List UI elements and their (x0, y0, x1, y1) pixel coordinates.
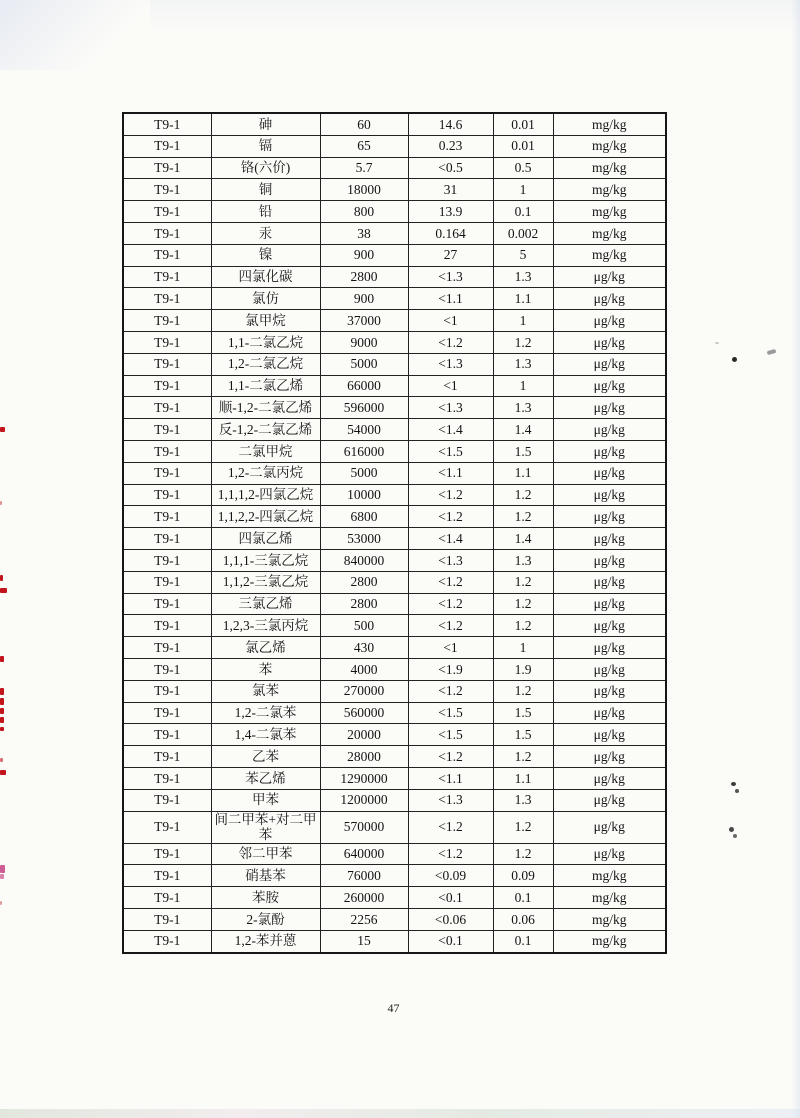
stamp-fragment (0, 708, 4, 714)
detection-limit-cell: 1.2 (493, 680, 553, 702)
screening-value-cell: 800 (320, 201, 408, 223)
unit-cell: mg/kg (553, 135, 666, 157)
sample-id-cell: T9-1 (123, 135, 211, 157)
sample-id-cell: T9-1 (123, 331, 211, 353)
sample-id-cell: T9-1 (123, 702, 211, 724)
sample-id-cell: T9-1 (123, 724, 211, 746)
sample-id-cell: T9-1 (123, 179, 211, 201)
analyte-cell: 1,2-二氯丙烷 (211, 462, 320, 484)
scan-speck (731, 782, 736, 786)
screening-value-cell: 2800 (320, 571, 408, 593)
analyte-cell: 1,1,2-三氯乙烷 (211, 571, 320, 593)
sample-id-cell: T9-1 (123, 865, 211, 887)
table-row (123, 353, 666, 375)
analyte-cell: 苯胺 (211, 887, 320, 909)
screening-value-cell: 15 (320, 930, 408, 952)
sample-id-cell: T9-1 (123, 746, 211, 768)
sample-id-cell: T9-1 (123, 637, 211, 659)
analyte-cell: 氯甲烷 (211, 310, 320, 332)
measured-value-cell: <1 (408, 310, 493, 332)
sample-id-cell: T9-1 (123, 887, 211, 909)
unit-cell: μg/kg (553, 615, 666, 637)
screening-value-cell: 4000 (320, 658, 408, 680)
analyte-cell: 1,2-苯并蒽 (211, 930, 320, 952)
screening-value-cell: 20000 (320, 724, 408, 746)
unit-cell: mg/kg (553, 113, 666, 135)
detection-limit-cell: 1.3 (493, 397, 553, 419)
stamp-fragment (0, 874, 4, 879)
measured-value-cell: 31 (408, 179, 493, 201)
unit-cell: μg/kg (553, 593, 666, 615)
scan-shadow-topleft (0, 0, 150, 70)
analyte-cell: 苯乙烯 (211, 767, 320, 789)
screening-value-cell: 640000 (320, 843, 408, 865)
table-row (123, 419, 666, 441)
detection-limit-cell: 0.01 (493, 135, 553, 157)
unit-cell: mg/kg (553, 201, 666, 223)
table-row (123, 908, 666, 930)
table-row (123, 680, 666, 702)
detection-limit-cell: 0.1 (493, 887, 553, 909)
table-row (123, 658, 666, 680)
table-row (123, 397, 666, 419)
detection-limit-cell: 1.2 (493, 571, 553, 593)
sample-id-cell: T9-1 (123, 375, 211, 397)
unit-cell: μg/kg (553, 767, 666, 789)
unit-cell: μg/kg (553, 310, 666, 332)
analyte-cell: 铅 (211, 201, 320, 223)
unit-cell: μg/kg (553, 680, 666, 702)
measured-value-cell: 0.164 (408, 222, 493, 244)
screening-value-cell: 18000 (320, 179, 408, 201)
sample-id-cell: T9-1 (123, 571, 211, 593)
detection-limit-cell: 1.4 (493, 528, 553, 550)
screening-value-cell: 76000 (320, 865, 408, 887)
measured-value-cell: <1.5 (408, 440, 493, 462)
measured-value-cell: <0.09 (408, 865, 493, 887)
measured-value-cell: <1.5 (408, 724, 493, 746)
measured-value-cell: <0.1 (408, 930, 493, 952)
screening-value-cell: 616000 (320, 440, 408, 462)
analyte-cell: 1,2-二氯苯 (211, 702, 320, 724)
unit-cell: μg/kg (553, 397, 666, 419)
stamp-fragment (0, 427, 5, 432)
unit-cell: μg/kg (553, 353, 666, 375)
table-row (123, 930, 666, 952)
analyte-cell: 1,1,1,2-四氯乙烷 (211, 484, 320, 506)
screening-value-cell: 430 (320, 637, 408, 659)
analyte-cell: 反-1,2-二氯乙烯 (211, 419, 320, 441)
detection-limit-cell: 1.3 (493, 789, 553, 811)
sample-id-cell: T9-1 (123, 484, 211, 506)
screening-value-cell: 2256 (320, 908, 408, 930)
screening-value-cell: 9000 (320, 331, 408, 353)
scan-shadow-top (150, 0, 800, 30)
table-row (123, 331, 666, 353)
analyte-cell: 硝基苯 (211, 865, 320, 887)
analyte-cell: 镍 (211, 244, 320, 266)
detection-limit-cell: 0.06 (493, 908, 553, 930)
stamp-fragment (0, 758, 3, 762)
screening-value-cell: 840000 (320, 549, 408, 571)
table-row (123, 843, 666, 865)
scan-speck (715, 342, 719, 344)
unit-cell: μg/kg (553, 571, 666, 593)
scan-shadow-right-edge (791, 0, 800, 1118)
sample-id-cell: T9-1 (123, 549, 211, 571)
scan-speck (767, 349, 777, 355)
detection-limit-cell: 1.5 (493, 702, 553, 724)
screening-value-cell: 900 (320, 288, 408, 310)
table-row (123, 201, 666, 223)
unit-cell: μg/kg (553, 331, 666, 353)
sample-id-cell: T9-1 (123, 419, 211, 441)
detection-limit-cell: 1 (493, 310, 553, 332)
analyte-cell: 顺-1,2-二氯乙烯 (211, 397, 320, 419)
screening-value-cell: 53000 (320, 528, 408, 550)
measured-value-cell: <1.1 (408, 462, 493, 484)
table-row (123, 571, 666, 593)
measured-value-cell: <1.2 (408, 506, 493, 528)
analyte-cell: 铬(六价) (211, 157, 320, 179)
table-row (123, 135, 666, 157)
stamp-fragment (0, 901, 2, 905)
unit-cell: μg/kg (553, 637, 666, 659)
table-row (123, 266, 666, 288)
screening-value-cell: 60 (320, 113, 408, 135)
unit-cell: μg/kg (553, 702, 666, 724)
unit-cell: μg/kg (553, 811, 666, 843)
screening-value-cell: 6800 (320, 506, 408, 528)
measured-value-cell: <1.2 (408, 484, 493, 506)
detection-limit-cell: 1.4 (493, 419, 553, 441)
scan-speck (732, 357, 737, 362)
analyte-cell: 间二甲苯+对二甲苯 (211, 811, 320, 843)
measured-value-cell: <1.2 (408, 843, 493, 865)
table-row (123, 440, 666, 462)
sample-id-cell: T9-1 (123, 266, 211, 288)
detection-limit-cell: 0.1 (493, 930, 553, 952)
stamp-fragment (0, 588, 7, 593)
measured-value-cell: <1.1 (408, 767, 493, 789)
detection-limit-cell: 1.1 (493, 288, 553, 310)
screening-value-cell: 5000 (320, 353, 408, 375)
analyte-cell: 三氯乙烯 (211, 593, 320, 615)
detection-limit-cell: 1.1 (493, 767, 553, 789)
analyte-cell: 四氯化碳 (211, 266, 320, 288)
sample-id-cell: T9-1 (123, 767, 211, 789)
analyte-cell: 汞 (211, 222, 320, 244)
unit-cell: mg/kg (553, 244, 666, 266)
screening-value-cell: 66000 (320, 375, 408, 397)
unit-cell: μg/kg (553, 484, 666, 506)
screening-value-cell: 1200000 (320, 789, 408, 811)
detection-limit-cell: 0.002 (493, 222, 553, 244)
measured-value-cell: <1 (408, 375, 493, 397)
screening-value-cell: 37000 (320, 310, 408, 332)
table-row (123, 222, 666, 244)
screening-value-cell: 260000 (320, 887, 408, 909)
sample-id-cell: T9-1 (123, 310, 211, 332)
table-row (123, 724, 666, 746)
detection-limit-cell: 1.9 (493, 658, 553, 680)
analyte-cell: 氯仿 (211, 288, 320, 310)
analyte-cell: 邻二甲苯 (211, 843, 320, 865)
sample-id-cell: T9-1 (123, 201, 211, 223)
table-row (123, 702, 666, 724)
measured-value-cell: 14.6 (408, 113, 493, 135)
measured-value-cell: <1.3 (408, 789, 493, 811)
scan-speck (729, 827, 734, 832)
sample-id-cell: T9-1 (123, 397, 211, 419)
measured-value-cell: <1.4 (408, 528, 493, 550)
screening-value-cell: 1290000 (320, 767, 408, 789)
detection-limit-cell: 1.3 (493, 353, 553, 375)
analyte-cell: 1,1-二氯乙烷 (211, 331, 320, 353)
measured-value-cell: <1.2 (408, 593, 493, 615)
sample-id-cell: T9-1 (123, 658, 211, 680)
sample-id-cell: T9-1 (123, 353, 211, 375)
sample-id-cell: T9-1 (123, 908, 211, 930)
measured-value-cell: <1.2 (408, 331, 493, 353)
unit-cell: μg/kg (553, 419, 666, 441)
sample-id-cell: T9-1 (123, 528, 211, 550)
detection-limit-cell: 1.2 (493, 506, 553, 528)
detection-limit-cell: 1.1 (493, 462, 553, 484)
unit-cell: μg/kg (553, 440, 666, 462)
table-row (123, 179, 666, 201)
sample-id-cell: T9-1 (123, 506, 211, 528)
detection-limit-cell: 1.2 (493, 811, 553, 843)
scan-speck (733, 834, 737, 838)
table-row (123, 811, 666, 843)
unit-cell: mg/kg (553, 887, 666, 909)
analyte-cell: 2-氯酚 (211, 908, 320, 930)
table-row (123, 462, 666, 484)
sample-id-cell: T9-1 (123, 593, 211, 615)
table-row (123, 288, 666, 310)
unit-cell: μg/kg (553, 266, 666, 288)
screening-value-cell: 570000 (320, 811, 408, 843)
screening-value-cell: 500 (320, 615, 408, 637)
detection-limit-cell: 1.2 (493, 331, 553, 353)
table-row (123, 375, 666, 397)
analyte-cell: 1,2-二氯乙烷 (211, 353, 320, 375)
screening-value-cell: 560000 (320, 702, 408, 724)
sample-id-cell: T9-1 (123, 113, 211, 135)
table-row (123, 865, 666, 887)
unit-cell: μg/kg (553, 549, 666, 571)
detection-limit-cell: 0.1 (493, 201, 553, 223)
stamp-fragment (0, 698, 4, 705)
unit-cell: μg/kg (553, 462, 666, 484)
unit-cell: mg/kg (553, 179, 666, 201)
sample-id-cell: T9-1 (123, 680, 211, 702)
detection-limit-cell: 0.09 (493, 865, 553, 887)
stamp-fragment (0, 575, 3, 581)
screening-value-cell: 596000 (320, 397, 408, 419)
stamp-fragment (0, 770, 6, 775)
detection-limit-cell: 1.5 (493, 440, 553, 462)
table-row (123, 310, 666, 332)
unit-cell: μg/kg (553, 843, 666, 865)
analyte-cell: 1,1-二氯乙烯 (211, 375, 320, 397)
table-row (123, 549, 666, 571)
stamp-fragment (0, 501, 2, 505)
measured-value-cell: <1.9 (408, 658, 493, 680)
detection-limit-cell: 1.2 (493, 593, 553, 615)
unit-cell: mg/kg (553, 222, 666, 244)
detection-limit-cell: 1.5 (493, 724, 553, 746)
table-row (123, 593, 666, 615)
measured-value-cell: <0.1 (408, 887, 493, 909)
screening-value-cell: 5.7 (320, 157, 408, 179)
table-row (123, 528, 666, 550)
table-row (123, 157, 666, 179)
screening-value-cell: 2800 (320, 593, 408, 615)
analyte-cell: 1,4-二氯苯 (211, 724, 320, 746)
screening-value-cell: 54000 (320, 419, 408, 441)
analyte-cell: 氯乙烯 (211, 637, 320, 659)
table-row (123, 767, 666, 789)
sample-id-cell: T9-1 (123, 462, 211, 484)
screening-value-cell: 900 (320, 244, 408, 266)
measured-value-cell: <1.3 (408, 266, 493, 288)
stamp-fragment (0, 688, 4, 695)
stamp-fragment (0, 656, 4, 662)
unit-cell: μg/kg (553, 288, 666, 310)
table-row (123, 506, 666, 528)
stamp-fragment (0, 717, 4, 723)
unit-cell: mg/kg (553, 908, 666, 930)
measured-value-cell: <1.2 (408, 746, 493, 768)
measured-value-cell: 13.9 (408, 201, 493, 223)
unit-cell: mg/kg (553, 865, 666, 887)
measured-value-cell: <1.3 (408, 397, 493, 419)
measured-value-cell: 27 (408, 244, 493, 266)
analyte-cell: 镉 (211, 135, 320, 157)
detection-limit-cell: 1 (493, 179, 553, 201)
results-table-body (123, 113, 666, 953)
analyte-cell: 四氯乙烯 (211, 528, 320, 550)
analyte-cell: 二氯甲烷 (211, 440, 320, 462)
detection-limit-cell: 0.01 (493, 113, 553, 135)
measured-value-cell: <1.5 (408, 702, 493, 724)
measured-value-cell: <1.2 (408, 571, 493, 593)
analyte-cell: 砷 (211, 113, 320, 135)
detection-limit-cell: 5 (493, 244, 553, 266)
detection-limit-cell: 1.2 (493, 746, 553, 768)
measured-value-cell: <1 (408, 637, 493, 659)
unit-cell: μg/kg (553, 746, 666, 768)
detection-limit-cell: 1.3 (493, 266, 553, 288)
detection-limit-cell: 1.3 (493, 549, 553, 571)
unit-cell: μg/kg (553, 506, 666, 528)
table-row (123, 615, 666, 637)
sample-id-cell: T9-1 (123, 615, 211, 637)
scan-band-bottom-edge (0, 1109, 800, 1118)
sample-id-cell: T9-1 (123, 843, 211, 865)
detection-limit-cell: 0.5 (493, 157, 553, 179)
unit-cell: μg/kg (553, 789, 666, 811)
measured-value-cell: <1.2 (408, 615, 493, 637)
sample-id-cell: T9-1 (123, 789, 211, 811)
page-number: 47 (387, 1001, 400, 1015)
screening-value-cell: 28000 (320, 746, 408, 768)
sample-id-cell: T9-1 (123, 440, 211, 462)
unit-cell: μg/kg (553, 375, 666, 397)
detection-limit-cell: 1.2 (493, 484, 553, 506)
analyte-cell: 苯 (211, 658, 320, 680)
sample-id-cell: T9-1 (123, 288, 211, 310)
measured-value-cell: <1.2 (408, 680, 493, 702)
table-row (123, 746, 666, 768)
table-row (123, 789, 666, 811)
detection-limit-cell: 1 (493, 375, 553, 397)
analysis-results-table (122, 112, 667, 954)
table-row (123, 637, 666, 659)
measured-value-cell: <0.06 (408, 908, 493, 930)
sample-id-cell: T9-1 (123, 811, 211, 843)
screening-value-cell: 38 (320, 222, 408, 244)
unit-cell: μg/kg (553, 528, 666, 550)
sample-id-cell: T9-1 (123, 930, 211, 952)
analyte-cell: 铜 (211, 179, 320, 201)
analyte-cell: 1,1,1-三氯乙烷 (211, 549, 320, 571)
stamp-fragment (0, 865, 5, 873)
unit-cell: mg/kg (553, 930, 666, 952)
sample-id-cell: T9-1 (123, 157, 211, 179)
screening-value-cell: 270000 (320, 680, 408, 702)
measured-value-cell: 0.23 (408, 135, 493, 157)
screening-value-cell: 10000 (320, 484, 408, 506)
measured-value-cell: <1.2 (408, 811, 493, 843)
table-row (123, 887, 666, 909)
detection-limit-cell: 1.2 (493, 843, 553, 865)
analyte-cell: 甲苯 (211, 789, 320, 811)
unit-cell: μg/kg (553, 658, 666, 680)
analyte-cell: 乙苯 (211, 746, 320, 768)
table-row (123, 484, 666, 506)
stamp-fragment (0, 727, 4, 731)
measured-value-cell: <0.5 (408, 157, 493, 179)
measured-value-cell: <1.1 (408, 288, 493, 310)
detection-limit-cell: 1.2 (493, 615, 553, 637)
scan-speck (735, 789, 739, 793)
detection-limit-cell: 1 (493, 637, 553, 659)
measured-value-cell: <1.4 (408, 419, 493, 441)
analyte-cell: 氯苯 (211, 680, 320, 702)
analyte-cell: 1,2,3-三氯丙烷 (211, 615, 320, 637)
screening-value-cell: 2800 (320, 266, 408, 288)
sample-id-cell: T9-1 (123, 244, 211, 266)
table-row (123, 244, 666, 266)
table-row (123, 113, 666, 135)
measured-value-cell: <1.3 (408, 549, 493, 571)
sample-id-cell: T9-1 (123, 222, 211, 244)
unit-cell: mg/kg (553, 157, 666, 179)
unit-cell: μg/kg (553, 724, 666, 746)
screening-value-cell: 5000 (320, 462, 408, 484)
screening-value-cell: 65 (320, 135, 408, 157)
measured-value-cell: <1.3 (408, 353, 493, 375)
analyte-cell: 1,1,2,2-四氯乙烷 (211, 506, 320, 528)
